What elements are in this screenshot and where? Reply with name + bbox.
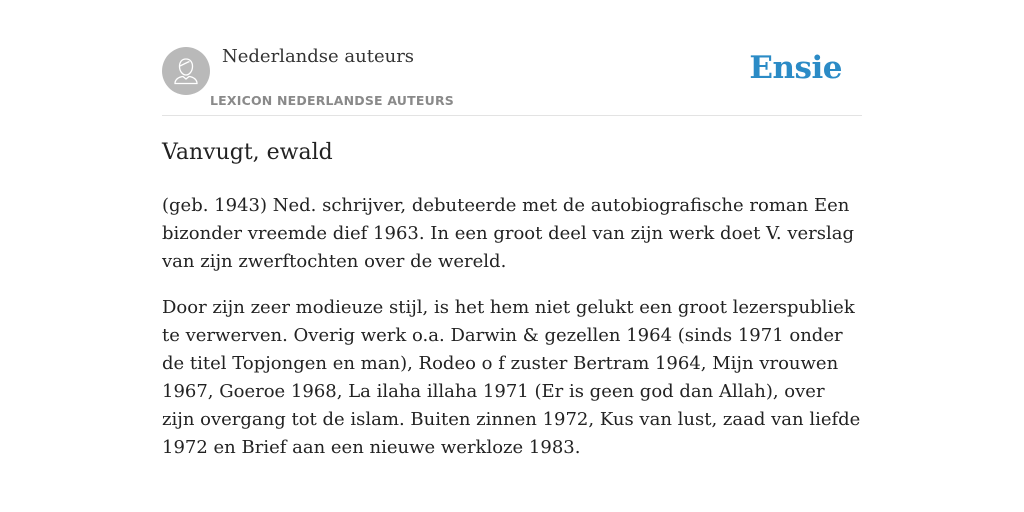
- source-avatar[interactable]: [162, 47, 210, 95]
- entry-title: Vanvugt, ewald: [162, 140, 333, 165]
- entry-card: [162, 0, 862, 458]
- brand-logo[interactable]: Ensie: [749, 50, 842, 86]
- source-subtitle[interactable]: LEXICON NEDERLANDSE AUTEURS: [210, 93, 454, 108]
- user-silhouette-icon: [162, 47, 210, 95]
- entry-header: [162, 0, 862, 116]
- entry-paragraph: Door zijn zeer modieuze stijl, is het hem niet gelukt een groot lezerspubliek te verwerven. Overig werk o.a. Darwin & gezellen 1964 (sinds 1971 onder de titel Topjongen en man), Rodeo o f zuster Bertram 1964, Mijn vrouwen 1967, Goeroe 1968, La ilaha illaha 1971 (Er is geen god dan Allah), over zijn overgang tot de islam. Buiten zinnen 1972, Kus van lust, zaad van liefde 1972 en Brief aan een nieuwe werkloze 1983.: [162, 297, 861, 458]
- entry-paragraph: (geb. 1943) Ned. schrijver, debuteerde met de autobiografische roman Een bizonder vreemde dief 1963. In een groot deel van zijn werk doet V. verslag van zijn zwerftochten over de wereld.: [162, 195, 854, 272]
- entry-body: [162, 192, 862, 480]
- source-name[interactable]: Nederlandse auteurs: [222, 46, 415, 67]
